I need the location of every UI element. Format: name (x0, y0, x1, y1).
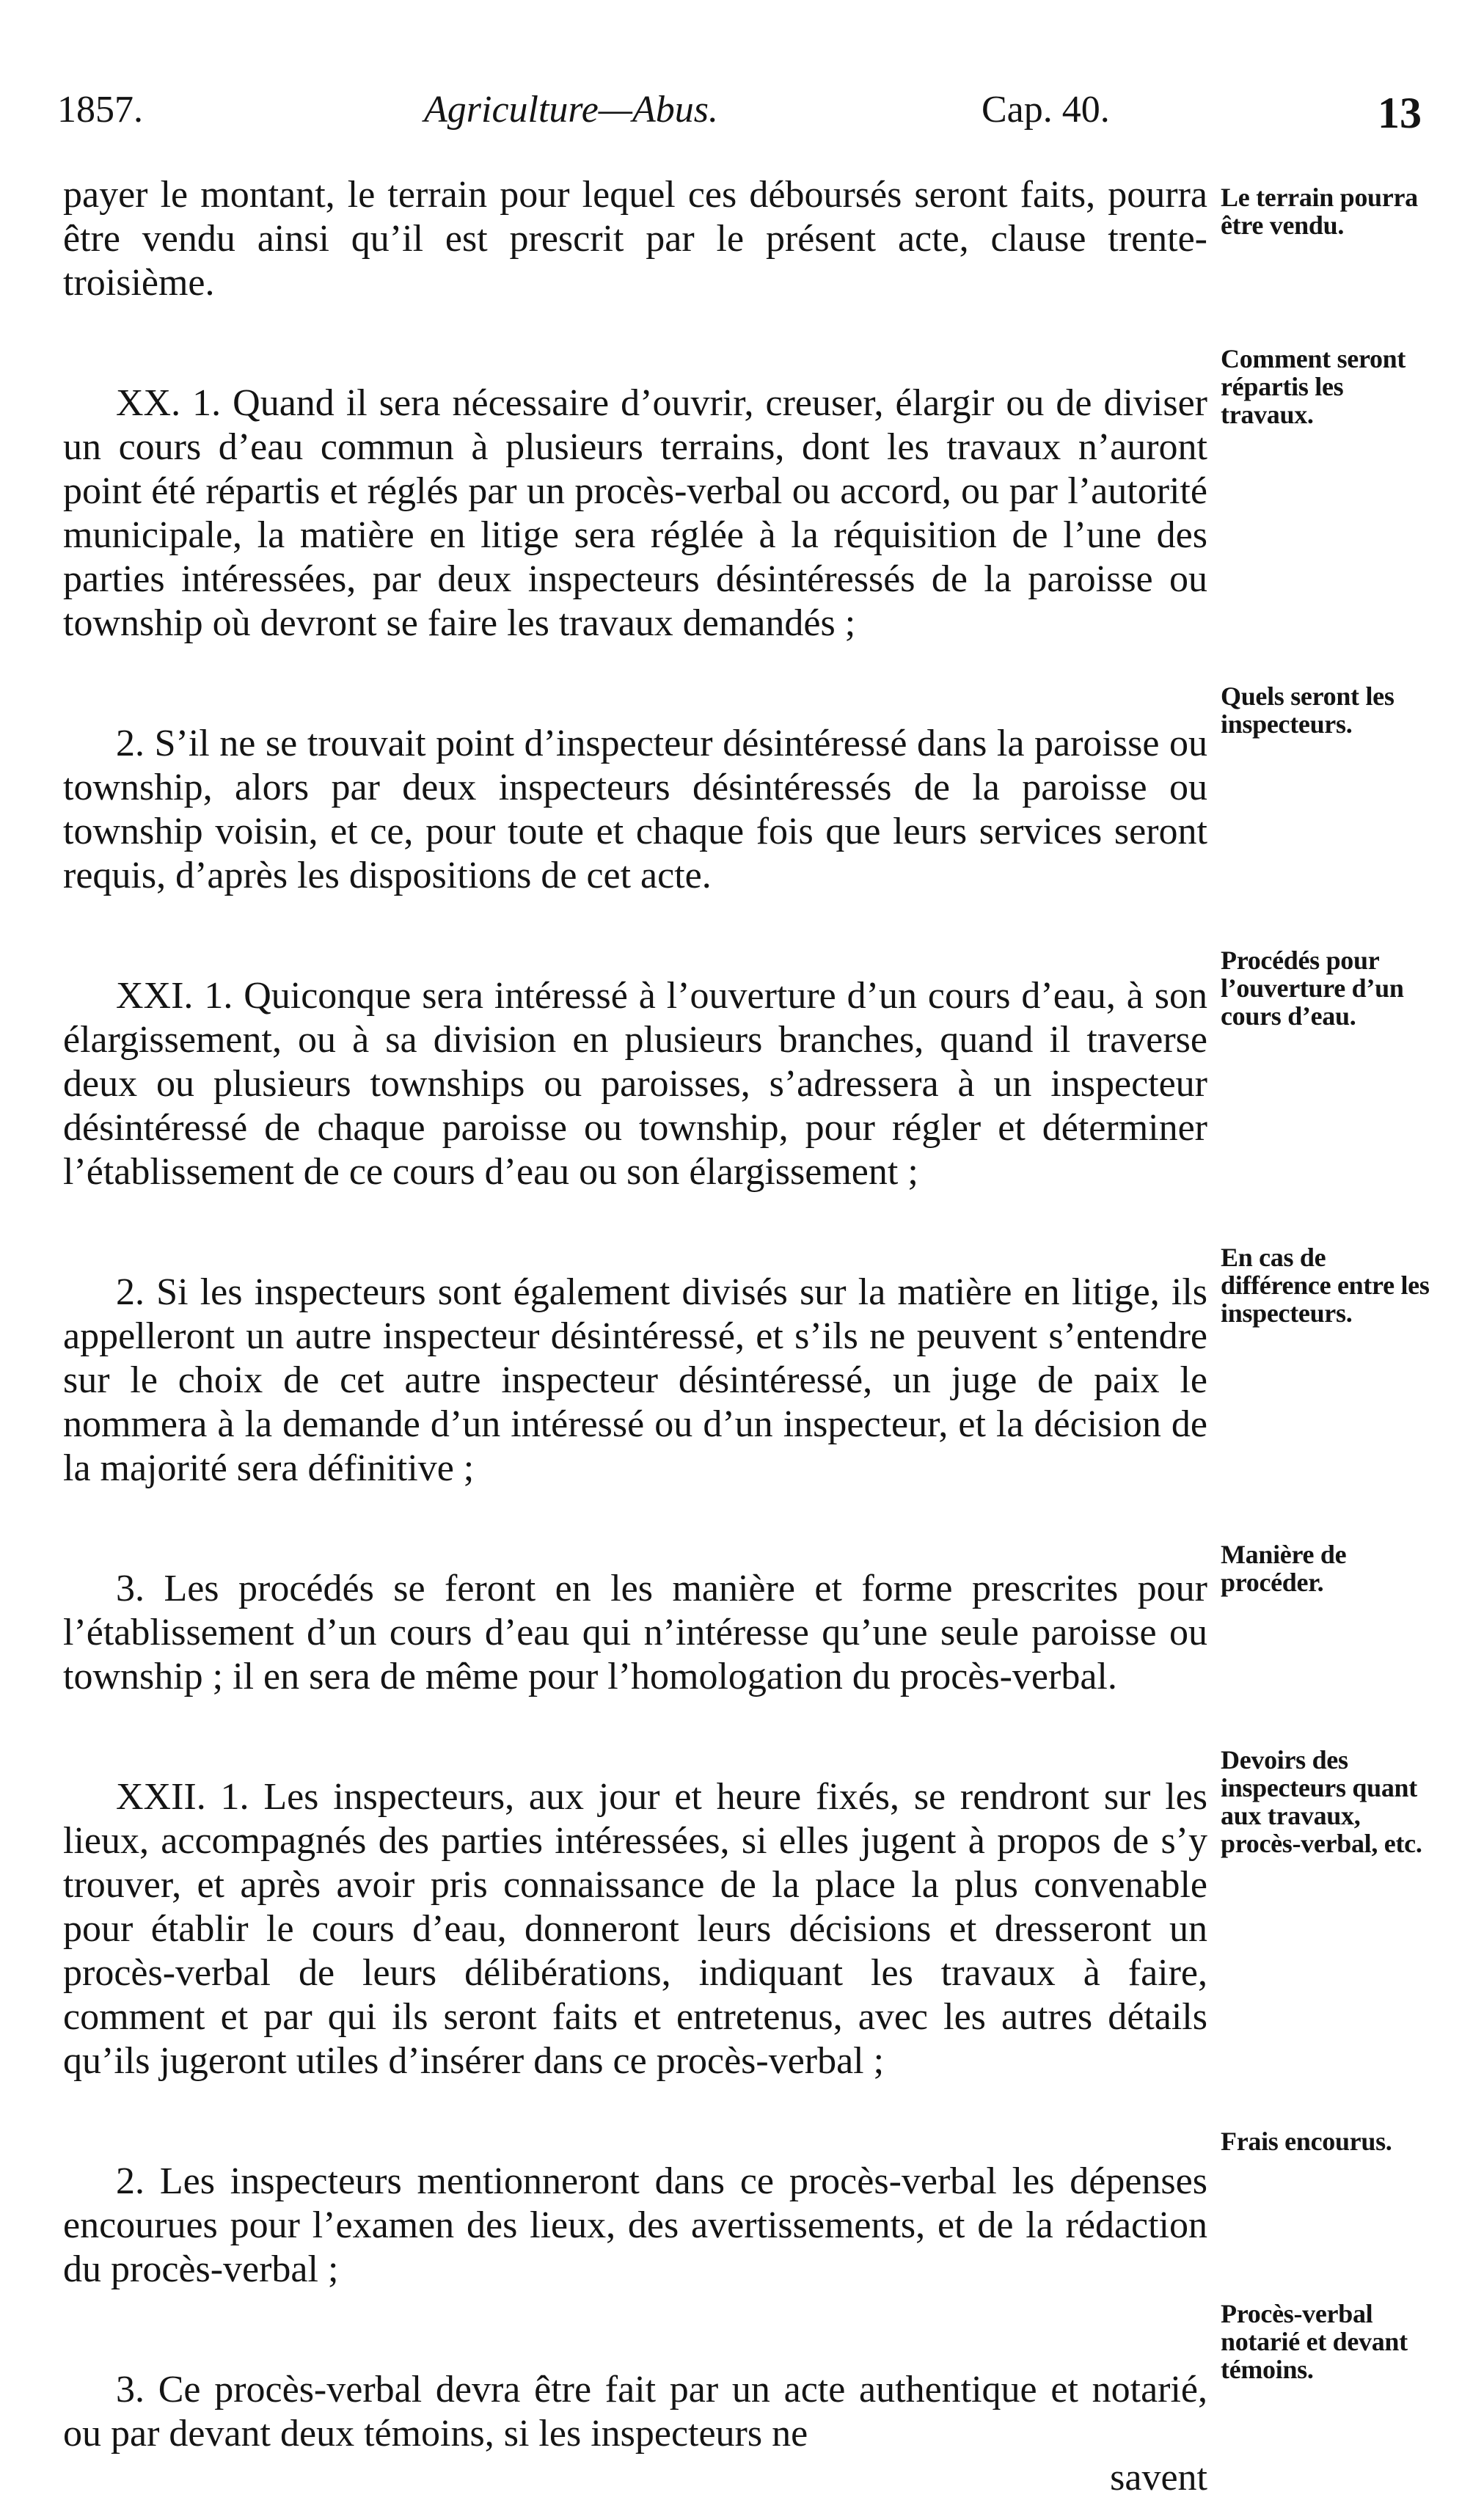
paragraph-section-21-1: XXI. 1. Quiconque sera intéressé à l’ouverture d’un cours d’eau, à son élargissement, ou à sa division en plusieurs branches, quand il traverse deux ou plusieurs townships ou paroisses, s’adressera à un inspecteur désintéressé de chaque paroisse ou township, pour régler et déterminer l’établissement de ce cours d’eau ou son élargissement ; (63, 975, 1207, 1193)
paragraph-section-22-1: XXII. 1. Les inspecteurs, aux jour et heure fixés, se rendront sur les lieux, accompagnés des parties intéressées, si elles jugent à propos de s’y trouver, et après avoir pris connaissance de la place la plus convenable pour établir le cours d’eau, donneront leurs décisions et dresseront un procès-verbal de leurs délibérations, indiquant les travaux à faire, comment et par qui ils seront faits et entretenus, avec les autres détails qu’ils jugeront utiles d’insérer dans ce procès-verbal ; (63, 1776, 1207, 2082)
margin-note-terrain: Le terrain pourra être vendu. (1221, 183, 1418, 240)
paragraph-section-21-3: 3. Les procédés se feront en les manière et forme prescrites pour l’établissement d’un cours d’eau qui n’intéresse qu’une seule paroisse ou township ; il en sera de même pour l’homologation du procès-verbal. (63, 1568, 1207, 1697)
header-title: Agriculture—Abus. (424, 89, 719, 131)
margin-note-proces-verbal: Procès-verbal notarié et devant témoins. (1221, 2299, 1408, 2384)
paragraph-section-20-2: 2. S’il ne se trouvait point d’inspecteur désintéressé dans la paroisse ou township, alors par deux inspecteurs désintéressés de la paroisse ou township voisin, et ce, pour toute et chaque fois que leurs services seront requis, d’après les dispositions de cet acte. (63, 723, 1207, 896)
paragraph-section-22-3: 3. Ce procès-verbal devra être fait par un acte authentique et notarié, ou par devant deux témoins, si les inspecteurs ne (63, 2369, 1207, 2455)
margin-note-ouverture: Procédés pour l’ouverture d’un cours d’eau. (1221, 946, 1404, 1031)
running-header (57, 88, 1422, 147)
paragraph-section-20-1: XX. 1. Quand il sera nécessaire d’ouvrir, creuser, élargir ou de diviser un cours d’eau commun à plusieurs terrains, dont les travaux n’auront point été répartis et réglés par un procès-verbal ou accord, ou par l’autorité municipale, la matière en litige sera réglée à la réquisition de l’une des parties intéressées, par deux inspecteurs désintéressés de la paroisse ou township où devront se faire les travaux demandés ; (63, 382, 1207, 644)
header-chapter: Cap. 40. (982, 89, 1110, 131)
page-number: 13 (1378, 89, 1422, 137)
paragraph-continuation: payer le montant, le terrain pour lequel ces déboursés seront faits, pourra être vendu ainsi qu’il est prescrit par le présent acte, clause trente-troisième. (63, 174, 1207, 304)
margin-note-difference: En cas de différence entre les inspecteurs. (1221, 1243, 1430, 1328)
paragraph-section-21-2: 2. Si les inspecteurs sont également divisés sur la matière en litige, ils appelleront un autre inspecteur désintéressé, et s’ils ne peuvent s’entendre sur le choix de cet autre inspecteur désintéressé, un juge de paix le nommera à la demande d’un intéressé ou d’un inspecteur, et la décision de la majorité sera définitive ; (63, 1271, 1207, 1489)
main-text (63, 173, 1207, 2500)
header-year: 1857. (57, 89, 143, 131)
margin-note-maniere: Manière de procéder. (1221, 1540, 1347, 1597)
margin-note-devoirs: Devoirs des inspecteurs quant aux travaux, procès-verbal, etc. (1221, 1745, 1422, 1858)
paragraph-section-22-2: 2. Les inspecteurs mentionneront dans ce procès-verbal les dépenses encourues pour l’examen des lieux, des avertissements, et de la rédaction du procès-verbal ; (63, 2160, 1207, 2290)
margin-note-repartition: Comment seront répartis les travaux. (1221, 344, 1406, 429)
margin-note-inspecteurs: Quels seront les inspecteurs. (1221, 681, 1395, 739)
margin-note-frais: Frais encourus. (1221, 2127, 1392, 2156)
catchword: savent (1110, 2457, 1207, 2499)
